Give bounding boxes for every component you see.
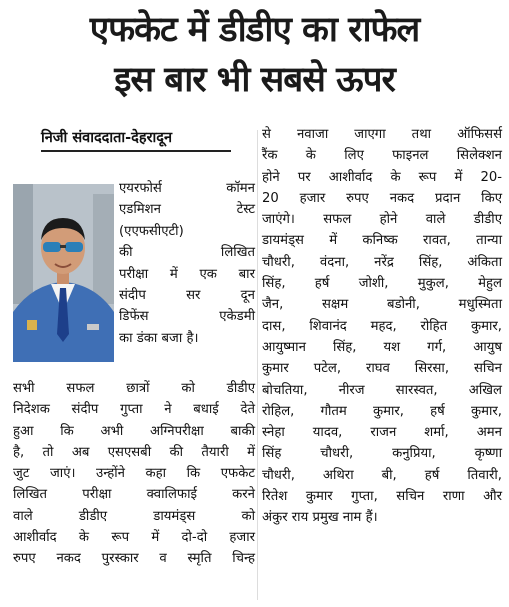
right-column <box>262 128 502 529</box>
right-line: होने पर आशीर्वाद के रूप में 20- <box>262 169 502 185</box>
right-line: रोहिल, गौतम कुमार, हर्ष कुमार, <box>262 403 502 419</box>
byline: निजी संवाददाता-देहरादून <box>41 130 173 146</box>
right-line: चौधरी, वंदना, नरेंद्र सिंह, अंकिता <box>262 254 502 270</box>
right-line: आयुष्मान सिंह, यश गर्ग, आयुष <box>262 339 502 355</box>
intro-line: का डंका बजा है। <box>119 330 199 346</box>
right-line: रैंक के लिए फाइनल सिलेक्शन <box>262 148 502 164</box>
intro-line: की लिखित <box>119 245 255 261</box>
right-paragraph <box>262 124 502 529</box>
right-line: 20 हजार रुपए नकद प्रदान किए <box>262 190 502 206</box>
right-line: रितेश कुमार गुप्ता, सचिन राणा और <box>262 489 502 505</box>
right-line: सिंह चौधरी, कनुप्रिया, कृष्णा <box>262 446 502 462</box>
body-line: जुट जाएं। उन्होंने कहा कि एफकेट <box>13 466 255 482</box>
body-line: है, तो अब एसएसबी की तैयारी में <box>13 444 255 460</box>
body-paragraph <box>13 378 255 570</box>
right-line: जाएंगे। सफल होने वाले डीडीए <box>262 212 502 228</box>
right-line: बोचतिया, नीरज सारस्वत, अखिल <box>262 382 502 398</box>
body-line: हुआ कि अभी अग्निपरीक्षा बाकी <box>13 423 255 439</box>
body-line: लिखित परीक्षा क्वालिफाई करने <box>13 487 255 503</box>
intro-line: एयरफोर्स कॉमन <box>119 181 255 196</box>
intro-line: संदीप सर दून <box>119 288 255 304</box>
right-line: दास, शिवानंद महद, रोहित कुमार, <box>262 318 502 334</box>
body-line: वाले डीडीए डायमंड्स को <box>13 508 255 524</box>
portrait-photo <box>13 184 114 362</box>
left-column <box>13 128 255 567</box>
intro-line: (एएफसीएटी) <box>119 223 184 239</box>
right-line: अंकुर राय प्रमुख नाम हैं। <box>262 510 378 526</box>
body-line: रुपए नकद पुरस्कार व स्मृति चिन्ह <box>13 551 255 567</box>
right-line: सिंह, हर्ष जोशी, मुकुल, मेहुल <box>262 276 502 292</box>
portrait-photo-illustration <box>13 184 114 362</box>
body-line: आशीर्वाद के रूप में दो-दो हजार <box>13 530 255 546</box>
headline <box>0 8 509 102</box>
headline-line-1: एफकेट में डीडीए का राफेल <box>89 10 420 50</box>
right-line: जैन, सक्षम बडोनी, मधुस्मिता <box>262 297 502 313</box>
right-line: से नवाजा जाएगा तथा ऑफिसर्स <box>262 127 502 142</box>
right-line: डायमंड्स में कनिष्क रावत, तान्या <box>262 233 502 249</box>
body-line: सभी सफल छात्रों को डीडीए <box>13 381 255 396</box>
column-divider <box>257 130 258 600</box>
right-line: कुमार पटेल, राघव सिरसा, सचिन <box>262 361 502 377</box>
intro-paragraph <box>119 178 255 349</box>
body-line: निदेशक संदीप गुप्ता ने बधाई देते <box>13 402 255 418</box>
byline-underline <box>41 150 231 152</box>
intro-line: एडमिशन टेस्ट <box>119 202 255 218</box>
right-line: स्नेहा यादव, राजन शर्मा, अमन <box>262 425 502 441</box>
headline-line-2: इस बार भी सबसे ऊपर <box>114 60 395 100</box>
intro-line: परीक्षा में एक बार <box>119 266 255 282</box>
intro-line: डिफेंस एकेडमी <box>119 309 255 325</box>
right-line: चौधरी, अथिरा बी, हर्ष तिवारी, <box>262 467 502 483</box>
